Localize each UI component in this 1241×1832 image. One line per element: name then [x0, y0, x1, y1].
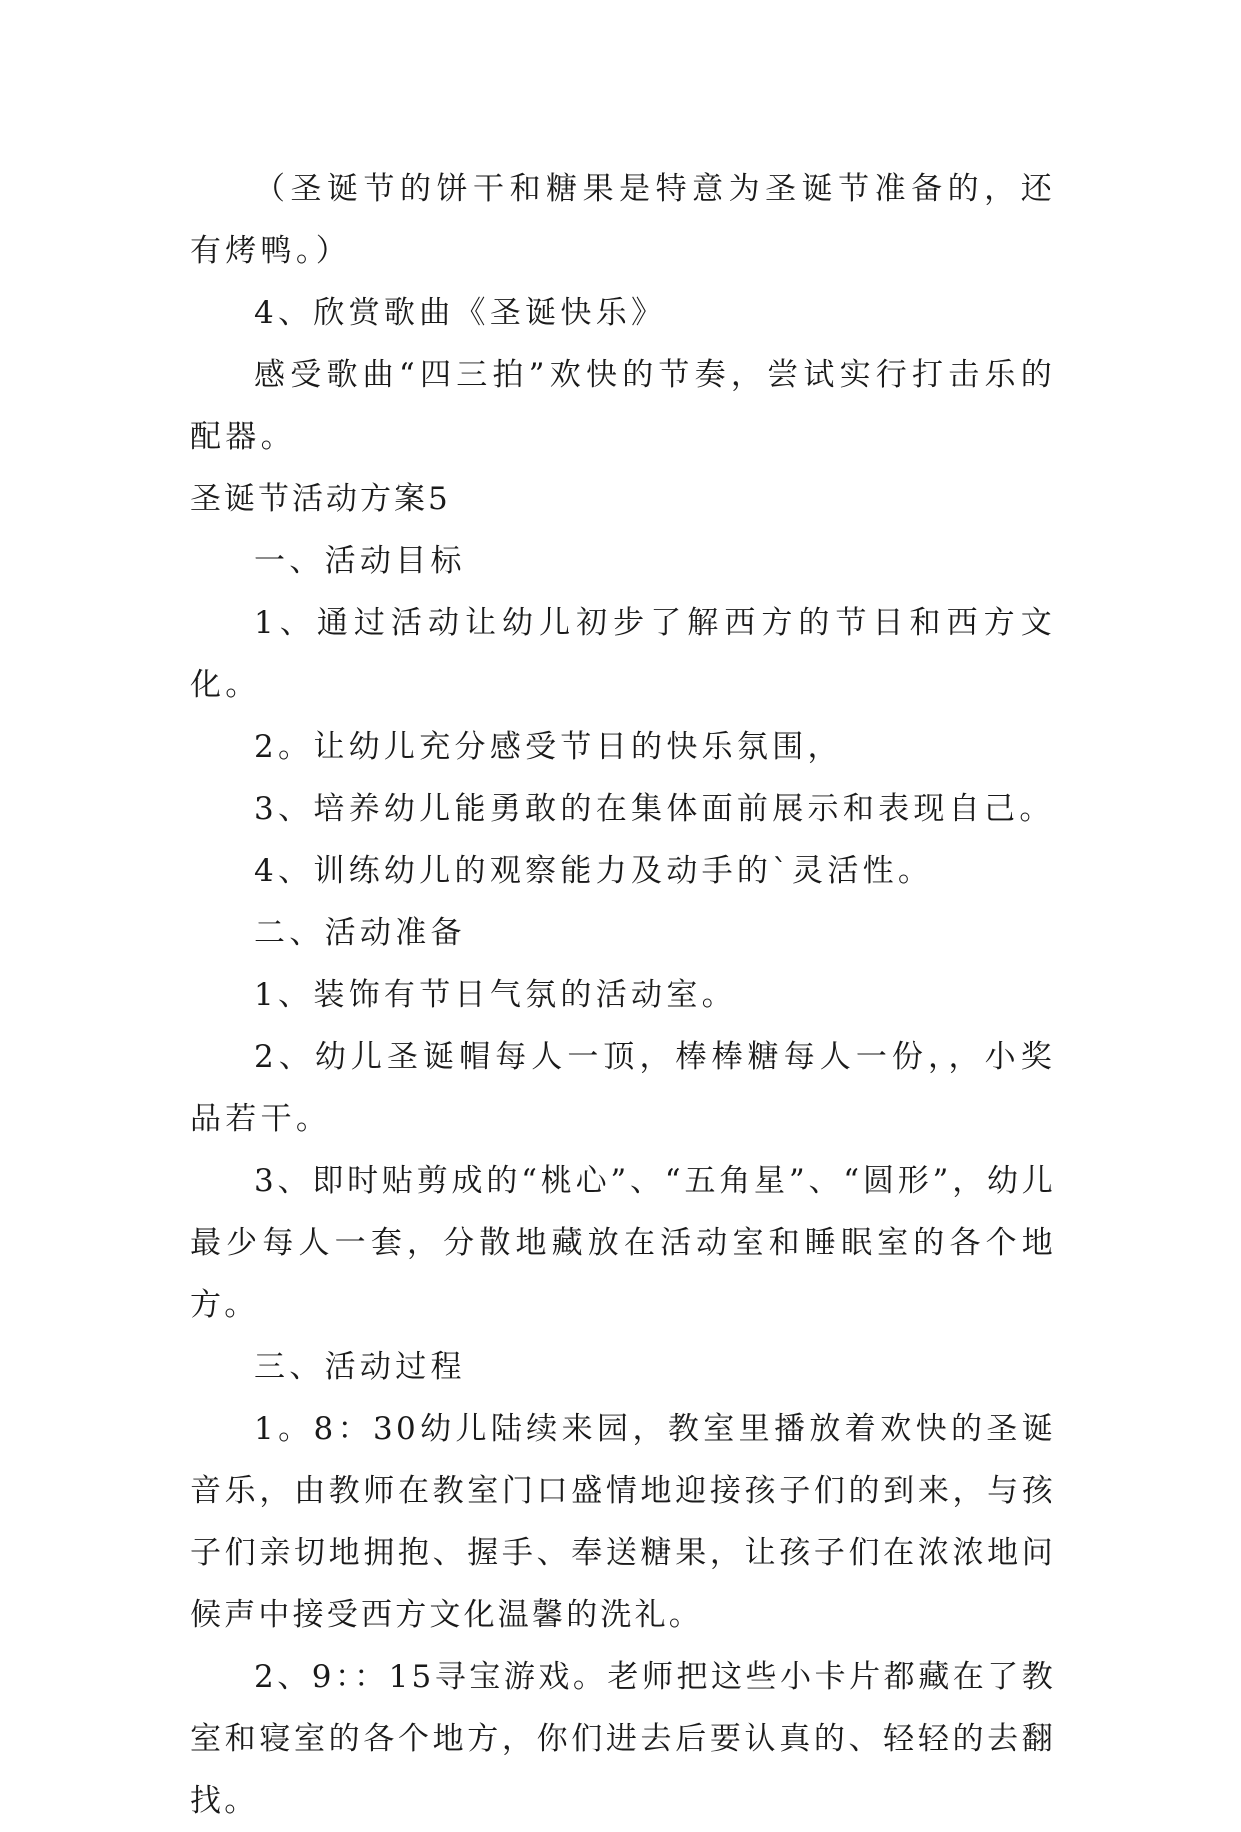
paragraph: 感受歌曲“四三拍”欢快的节奏，尝试实行打击乐的配器。 [190, 357, 1056, 455]
list-item: 4、训练幼儿的观察能力及动手的`灵活性。 [254, 853, 934, 889]
document-page [190, 158, 1056, 1832]
list-item: 2、幼儿圣诞帽每人一顶，棒棒糖每人一份，，小奖品若干。 [190, 1039, 1056, 1137]
list-item: 3、即时贴剪成的“桃心”、“五角星”、“圆形”，幼儿最少每人一套，分散地藏放在活动室和睡眠室的各个地方。 [190, 1163, 1056, 1323]
list-item: 1。8：30幼儿陆续来园，教室里播放着欢快的圣诞音乐，由教师在教室门口盛情地迎接孩子们的到来，与孩子们亲切地拥抱、握手、奉送糖果，让孩子们在浓浓地问候声中接受西方文化温馨的洗礼。 [190, 1411, 1056, 1633]
paragraph: （圣诞节的饼干和糖果是特意为圣诞节准备的，还有烤鸭。） [190, 171, 1056, 269]
subheading: 三、活动过程 [254, 1349, 466, 1385]
paragraph: 4、欣赏歌曲《圣诞快乐》 [254, 295, 667, 331]
subheading: 一、活动目标 [254, 543, 466, 579]
section-heading: 圣诞节活动方案5 [190, 481, 451, 517]
list-item: 2。让幼儿充分感受节日的快乐氛围， [254, 729, 843, 765]
list-item: 1、装饰有节日气氛的活动室。 [254, 977, 737, 1013]
list-item: 1、通过活动让幼儿初步了解西方的节日和西方文化。 [190, 605, 1056, 703]
list-item: 3、培养幼儿能勇敢的在集体面前展示和表现自己。 [254, 791, 1055, 827]
list-item: 2、9：：15寻宝游戏。老师把这些小卡片都藏在了教室和寝室的各个地方，你们进去后要认真的、轻轻的去翻找。 [190, 1659, 1056, 1819]
subheading: 二、活动准备 [254, 915, 466, 951]
